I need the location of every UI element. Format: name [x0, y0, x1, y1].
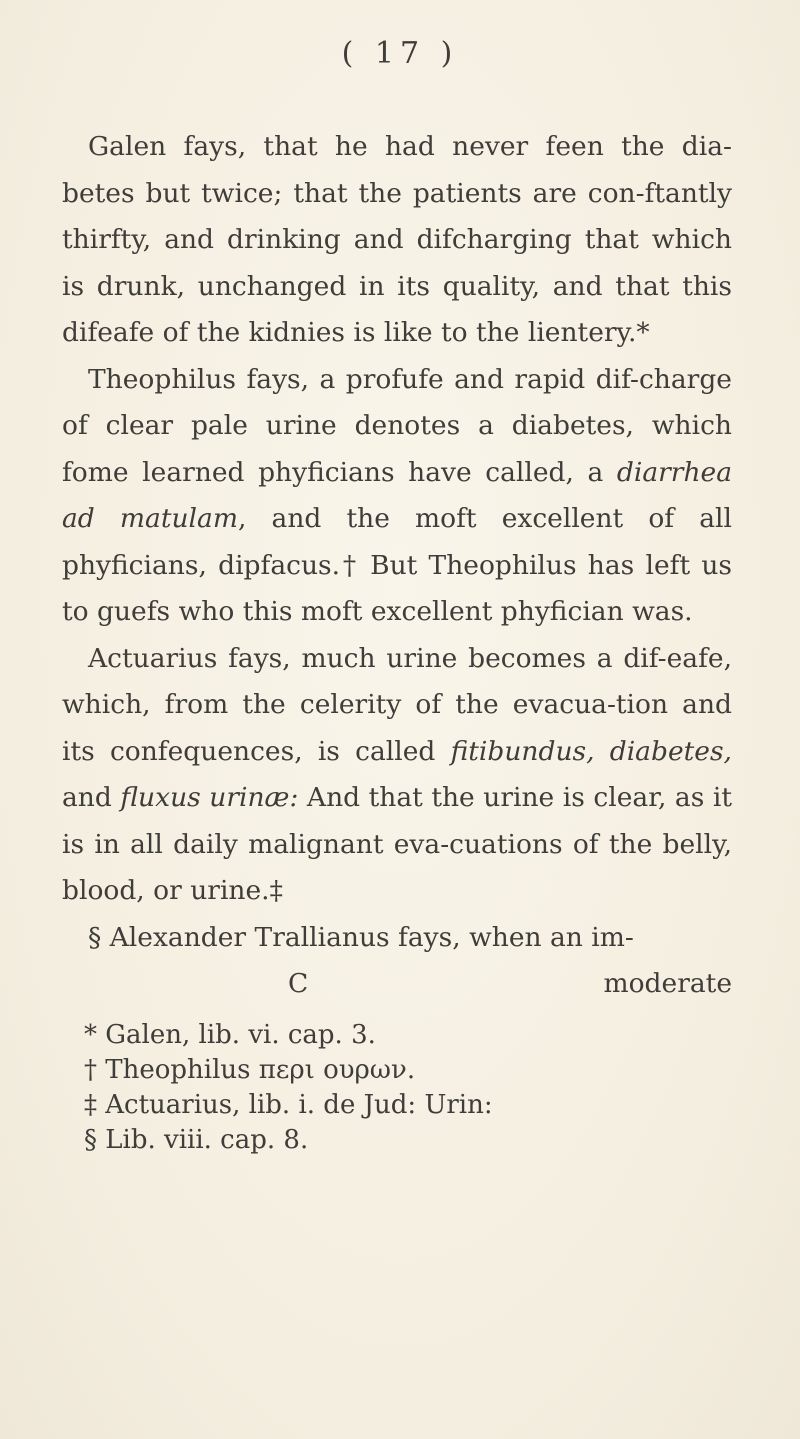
footnote: § Lib. viii. cap. 8.	[84, 1125, 309, 1155]
paragraph-text: And that the urine is clear, as it is in all daily malignant eva-cuations of the belly, blood, or urine.‡	[62, 782, 732, 906]
paragraph-theophilus	[62, 357, 732, 636]
paragraph-text: Actuarius fays, much urine becomes a dif-eafe, which, from the celerity of the evacua-tion and its confequences, is called	[62, 642, 732, 767]
footnotes	[84, 1018, 684, 1158]
paragraph-alexander	[62, 915, 732, 962]
italic-phrase: diarrhea ad matulam	[62, 456, 732, 534]
italic-phrase: fluxus urinæ:	[120, 782, 299, 813]
footnote: * Galen, lib. vi. cap. 3.	[84, 1020, 376, 1050]
signature-line	[62, 961, 732, 1008]
body-text	[62, 124, 732, 1008]
italic-phrase: fitibundus, diabetes,	[450, 735, 732, 767]
footnote: ‡ Actuarius, lib. i. de Jud: Urin:	[84, 1090, 493, 1120]
paragraph-text: § Alexander Trallianus fays, when an im-	[88, 921, 634, 953]
catchword: moderate	[603, 968, 732, 999]
paragraph-text: and	[62, 782, 121, 813]
signature-mark: C	[288, 968, 309, 999]
paragraph-galen	[62, 124, 732, 357]
paragraph-actuarius	[62, 636, 732, 915]
page-number: ( 17 )	[341, 36, 459, 71]
paragraph-text: , and the moft excellent of all phyficians, dipfacus.† But Theophilus has left us to guefs who this moft excellent phyfician was.	[62, 503, 732, 627]
footnote: † Theophilus περι ουρων.	[84, 1055, 416, 1085]
paragraph-text: Theophilus fays, a profufe and rapid dif-charge of clear pale urine denotes a diabetes, which fome learned phyficians have called, a	[62, 363, 732, 488]
paragraph-text: Galen fays, that he had never feen the dia-betes but twice; that the patients are con-ftantly thirfty, and drinking and difcharging that which is drunk, unchanged in its quality, and that this difeafe of the kidnies is like to the lientery.*	[62, 131, 732, 348]
